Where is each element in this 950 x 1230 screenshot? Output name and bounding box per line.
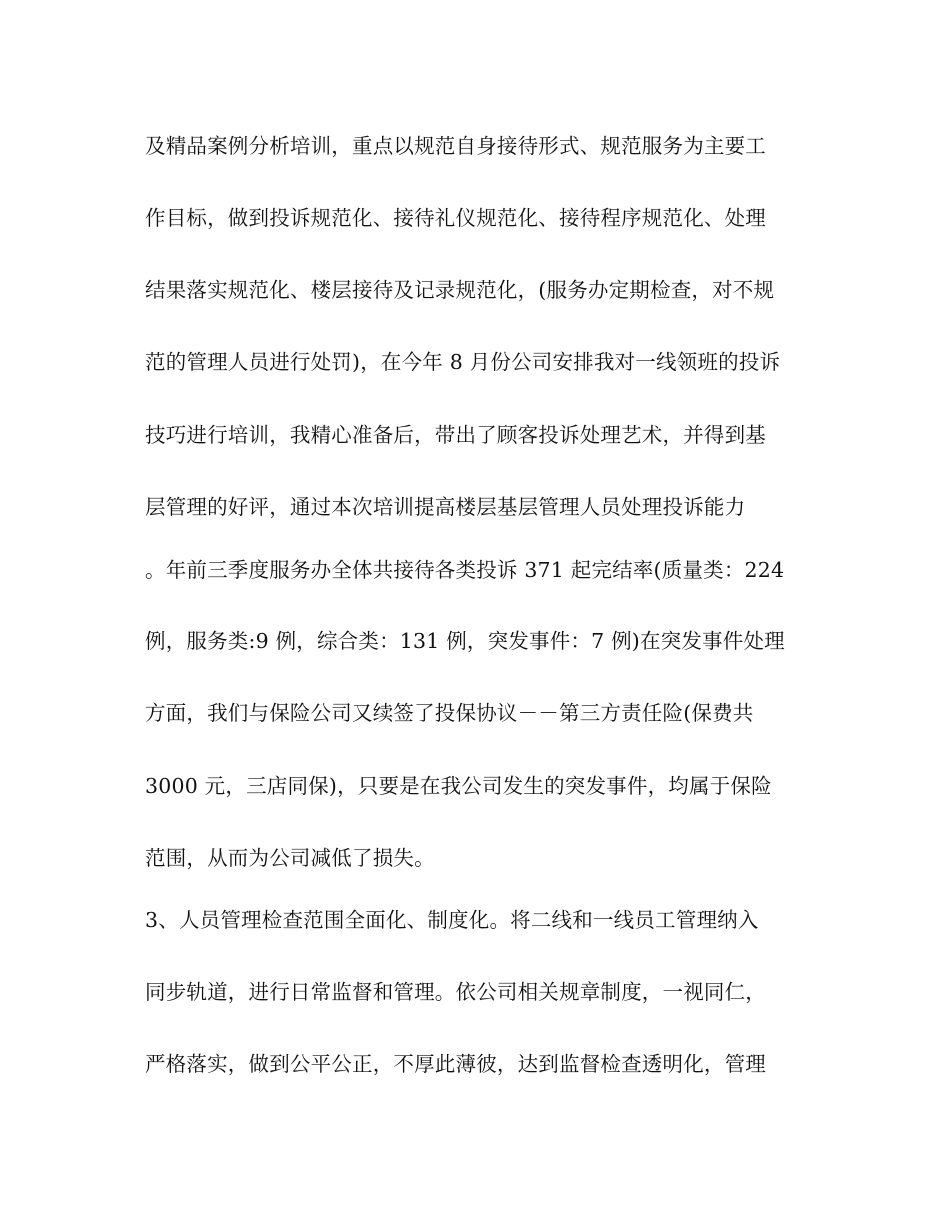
text-line: 严格落实，做到公平公正，不厚此薄彼，达到监督检查透明化，管理 [145,1052,766,1076]
text-line: 同步轨道，进行日常监督和管理。依公司相关规章制度，一视同仁， [145,980,766,1004]
text-line: 3、人员管理检查范围全面化、制度化。将二线和一线员工管理纳入 [145,908,759,932]
text-line: 范的管理人员进行处罚)，在今年 8 月份公司安排我对一线领班的投诉 [145,350,781,374]
text-line: 层管理的好评，通过本次培训提高楼层基层管理人员处理投诉能力 [145,495,746,519]
text-line: 技巧进行培训，我精心准备后，带出了顾客投诉处理艺术，并得到基 [145,423,766,447]
text-line: 3000 元，三店同保)，只要是在我公司发生的突发事件，均属于保险 [145,774,772,798]
text-line: 作目标，做到投诉规范化、接待礼仪规范化、接待程序规范化、处理 [145,206,766,230]
text-line: 方面，我们与保险公司又续签了投保协议－－第三方责任险(保费共 [145,701,754,725]
text-line: 例，服务类:9 例，综合类：131 例，突发事件：7 例)在突发事件处理 [145,629,785,653]
text-line: 范围，从而为公司减低了损失。 [145,846,435,870]
text-line: 。年前三季度服务办全体共接待各类投诉 371 起完结率(质量类：224 [145,558,785,582]
text-line: 及精品案例分析培训，重点以规范自身接待形式、规范服务为主要工 [145,134,766,158]
text-line: 结果落实规范化、楼层接待及记录规范化，(服务办定期检查，对不规 [145,278,775,302]
